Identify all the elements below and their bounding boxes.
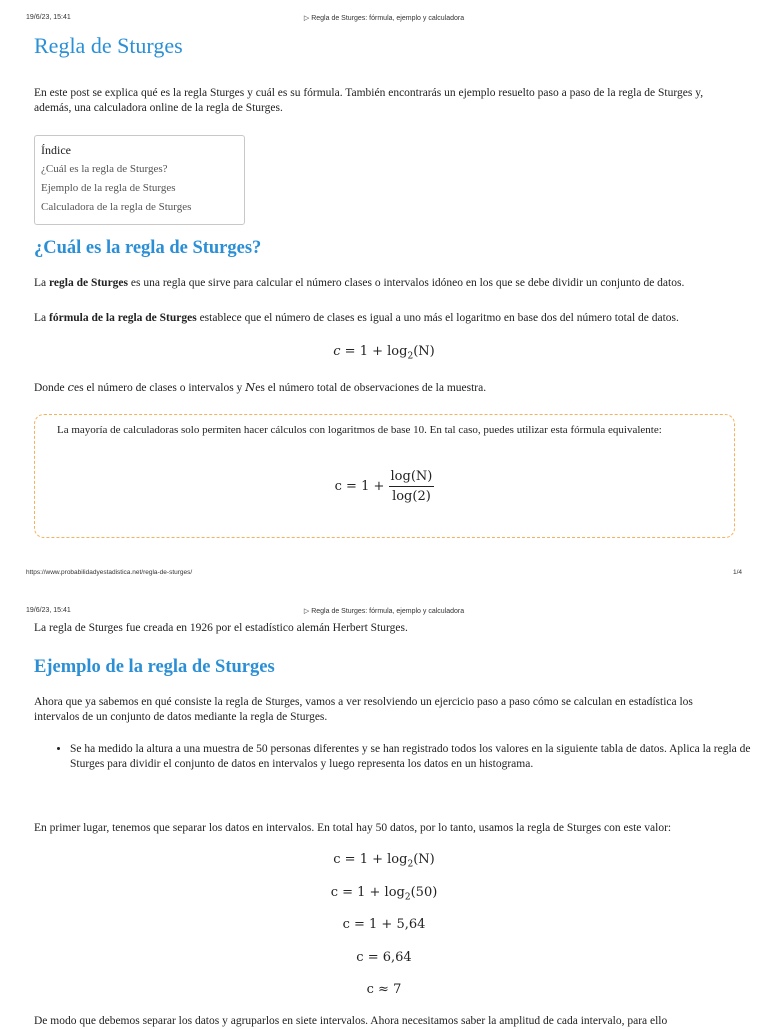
last-paragraph: De modo que debemos separar los datos y agruparlos en siete intervalos. Ahora necesitamos saber la amplitud de cada intervalo, para ello	[34, 1015, 668, 1027]
toc-title: Índice	[41, 143, 71, 157]
toc-link-what[interactable]: ¿Cuál es la regla de Sturges?	[41, 163, 168, 175]
header-title: ▷ Regla de Sturges: fórmula, ejemplo y calculadora	[303, 608, 465, 615]
example-intro-paragraph: Ahora que ya sabemos en qué consiste la regla de Sturges, vamos a ver resolviendo un ejercicio paso a paso cómo se calculan en estadística los intervalos de un conjunto de datos mediante la regla de Sturges.	[34, 696, 693, 723]
calc-step-2: $c = 1 + \log_2(50)$	[330, 885, 438, 903]
page-title: Regla de Sturges	[34, 33, 183, 58]
variables-paragraph: Donde ces el número de clases o intervalos y Nes el número total de observaciones de la muestra.	[34, 380, 487, 394]
footer-url: https://www.probabilidadyestadistica.net/regla-de-sturges/	[26, 569, 193, 576]
equivalent-formula: c = 1 + $\frac{\log(N)}{\log(2)}$	[334, 469, 433, 504]
section-heading-example: Ejemplo de la regla de Sturges	[34, 657, 275, 677]
note-text: La mayoría de calculadoras solo permiten hacer cálculos con logaritmos de base 10. En tal caso, puedes utilizar esta fórmula equivalente:	[57, 424, 662, 436]
calc-step-3: c = 1 + 5,64	[342, 917, 426, 932]
formula-description-paragraph: La fórmula de la regla de Sturges establece que el número de clases es igual a uno más el logaritmo en base dos del número total de datos.	[34, 312, 679, 324]
header-date: 19/6/23, 15:41	[26, 14, 71, 21]
toc-link-example[interactable]: Ejemplo de la regla de Sturges	[41, 182, 176, 194]
first-step-paragraph: En primer lugar, tenemos que separar los datos en intervalos. En total hay 50 datos, por lo tanto, usamos la regla de Sturges con este valor:	[34, 822, 672, 834]
table-of-contents	[34, 135, 245, 225]
calc-step-4: c = 6,64	[356, 950, 412, 965]
exercise-item: • Se ha medido la altura a una muestra de 50 personas diferentes y se han registrado todos los valores en la siguiente tabla de datos. Aplica la regla de Sturges para dividir el conjunto de datos en intervalos y luego representa los datos en un histograma.	[70, 742, 768, 772]
history-paragraph: La regla de Sturges fue creada en 1926 por el estadístico alemán Herbert Sturges.	[34, 622, 408, 634]
calc-step-5: c ≈ 7	[366, 982, 402, 997]
intro-paragraph: En este post se explica qué es la regla Sturges y cuál es su fórmula. También encontrarás un ejemplo resuelto paso a paso de la regla de Sturges y, además, una calculadora online de la regla de Sturges.	[34, 87, 704, 114]
header-title: ▷ Regla de Sturges: fórmula, ejemplo y calculadora	[303, 15, 465, 22]
toc-link-calculator[interactable]: Calculadora de la regla de Sturges	[41, 201, 192, 213]
footer-page-number: 1/4	[732, 569, 742, 576]
header-date: 19/6/23, 15:41	[26, 607, 71, 614]
sturges-formula: $c = 1 + \log_2(N)$	[333, 344, 435, 362]
calc-step-1: $c = 1 + \log_2(N)$	[333, 852, 435, 870]
note-box	[34, 414, 735, 538]
page-header	[0, 0, 768, 20]
definition-paragraph: La regla de Sturges es una regla que sirve para calcular el número clases o intervalos idóneo en los que se debe dividir un conjunto de datos.	[34, 277, 685, 289]
page-header-2	[0, 593, 768, 613]
exercise-list	[34, 742, 768, 772]
section-heading-what: ¿Cuál es la regla de Sturges?	[34, 238, 262, 258]
